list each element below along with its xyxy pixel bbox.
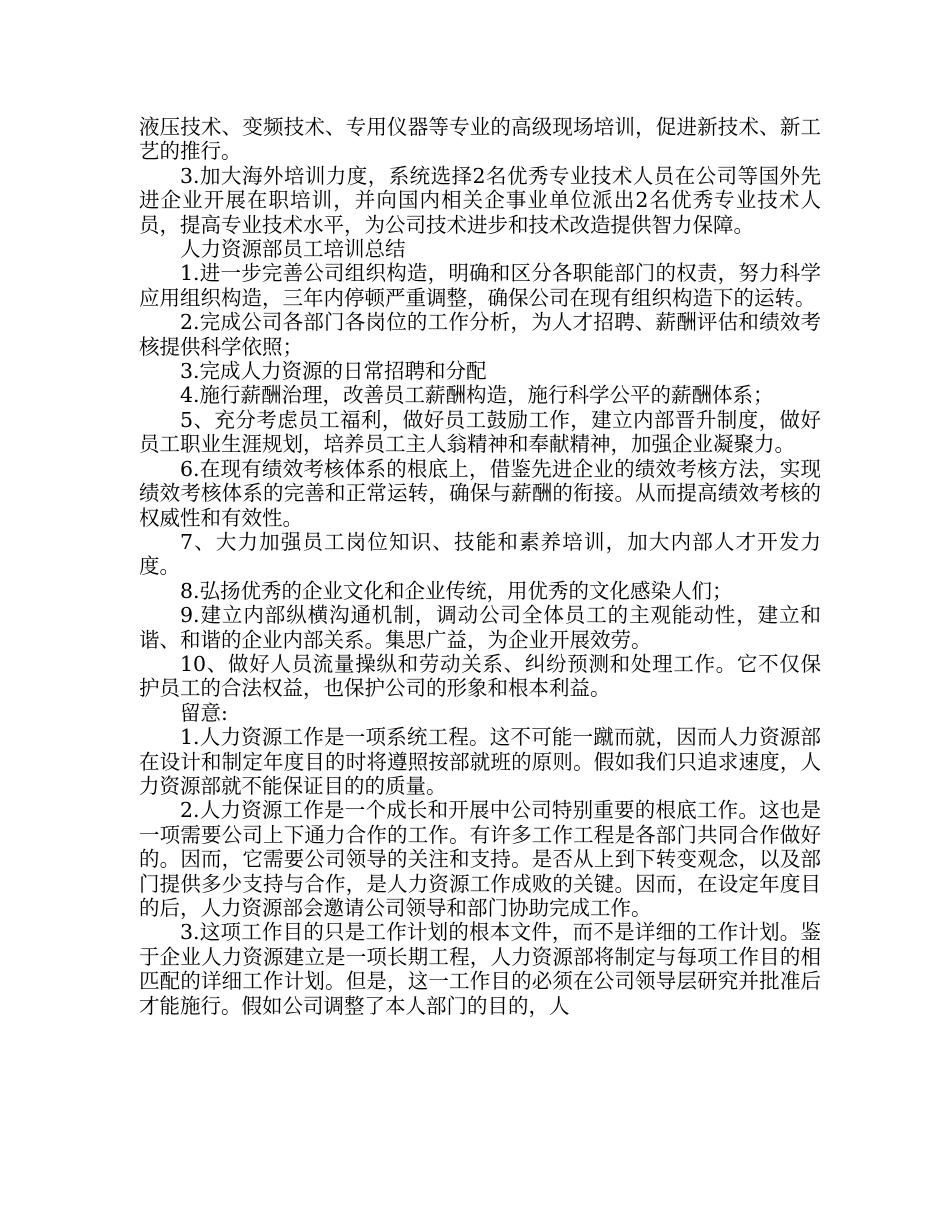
- note-heading: 留意:: [180, 700, 228, 725]
- paragraph-4: 1.进一步完善公司组织构造，明确和区分各职能部门的权责，努力科学应用组织构造，三年内停顿严重调整，确保公司在现有组织构造下的运转。: [139, 261, 821, 310]
- paragraph-7: 4.施行薪酬治理，改善员工薪酬构造，施行科学公平的薪酬体系；: [180, 383, 774, 408]
- paragraph-6: 3.完成人力资源的日常招聘和分配: [180, 359, 487, 384]
- paragraph-8: 5、充分考虑员工福利，做好员工鼓励工作，建立内部晋升制度，做好员工职业生涯规划，培养员工主人翁精神和奉献精神，加强企业凝聚力。: [139, 407, 821, 457]
- paragraph-11: 8.弘扬优秀的企业文化和企业传统，用优秀的文化感染人们；: [180, 578, 733, 603]
- paragraph-12: 9.建立内部纵横沟通机制，调动公司全体员工的主观能动性，建立和谐、和谐的企业内部关系。集思广益，为企业开展效劳。: [139, 603, 821, 652]
- paragraph-15: 1.人力资源工作是一项系统工程。这不可能一蹴而就，因而人力资源部在设计和制定年度目的时将遵照按部就班的原则。假如我们只追求速度，人力资源部就不能保证目的的质量。: [139, 725, 821, 798]
- paragraph-1: 液压技术、变频技术、专用仪器等专业的高级现场培训，促进新技术、新工艺的推行。: [139, 115, 821, 164]
- document-body: [139, 115, 821, 1018]
- paragraph-9: 6.在现有绩效考核体系的根底上，借鉴先进企业的绩效考核方法，实现绩效考核体系的完善和正常运转，确保与薪酬的衔接。从而提高绩效考核的权威性和有效性。: [139, 456, 821, 530]
- paragraph-13: 10、做好人员流量操纵和劳动关系、纠纷预测和处理工作。它不仅保护员工的合法权益，也保护公司的形象和根本利益。: [139, 651, 821, 701]
- paragraph-10: 7、大力加强员工岗位知识、技能和素养培训，加大内部人才开发力度。: [139, 529, 821, 579]
- paragraph-17: 3.这项工作目的只是工作计划的根本文件，而不是详细的工作计划。鉴于企业人力资源建立是一项长期工程，人力资源部将制定与每项工作目的相匹配的详细工作计划。但是，这一工作目的必须在公司领导层研究并批准后才能施行。假如公司调整了本人部门的目的，人: [139, 920, 821, 1018]
- paragraph-2: 3.加大海外培训力度，系统选择2名优秀专业技术人员在公司等国外先进企业开展在职培训，并向国内相关企事业单位派出2名优秀专业技术人员，提高专业技术水平，为公司技术进步和技术改造提供智力保障。: [139, 163, 821, 237]
- section-heading: 人力资源部员工培训总结: [180, 237, 406, 262]
- paragraph-5: 2.完成公司各部门各岗位的工作分析，为人才招聘、薪酬评估和绩效考核提供科学依照；: [139, 310, 821, 359]
- paragraph-16: 2.人力资源工作是一个成长和开展中公司特别重要的根底工作。这也是一项需要公司上下通力合作的工作。有许多工作工程是各部门共同合作做好的。因而，它需要公司领导的关注和支持。是否从上到下转变观念，以及部门提供多少支持与合作，是人力资源工作成败的关键。因而，在设定年度目的后，人力资源部会邀请公司领导和部门协助完成工作。: [139, 798, 821, 920]
